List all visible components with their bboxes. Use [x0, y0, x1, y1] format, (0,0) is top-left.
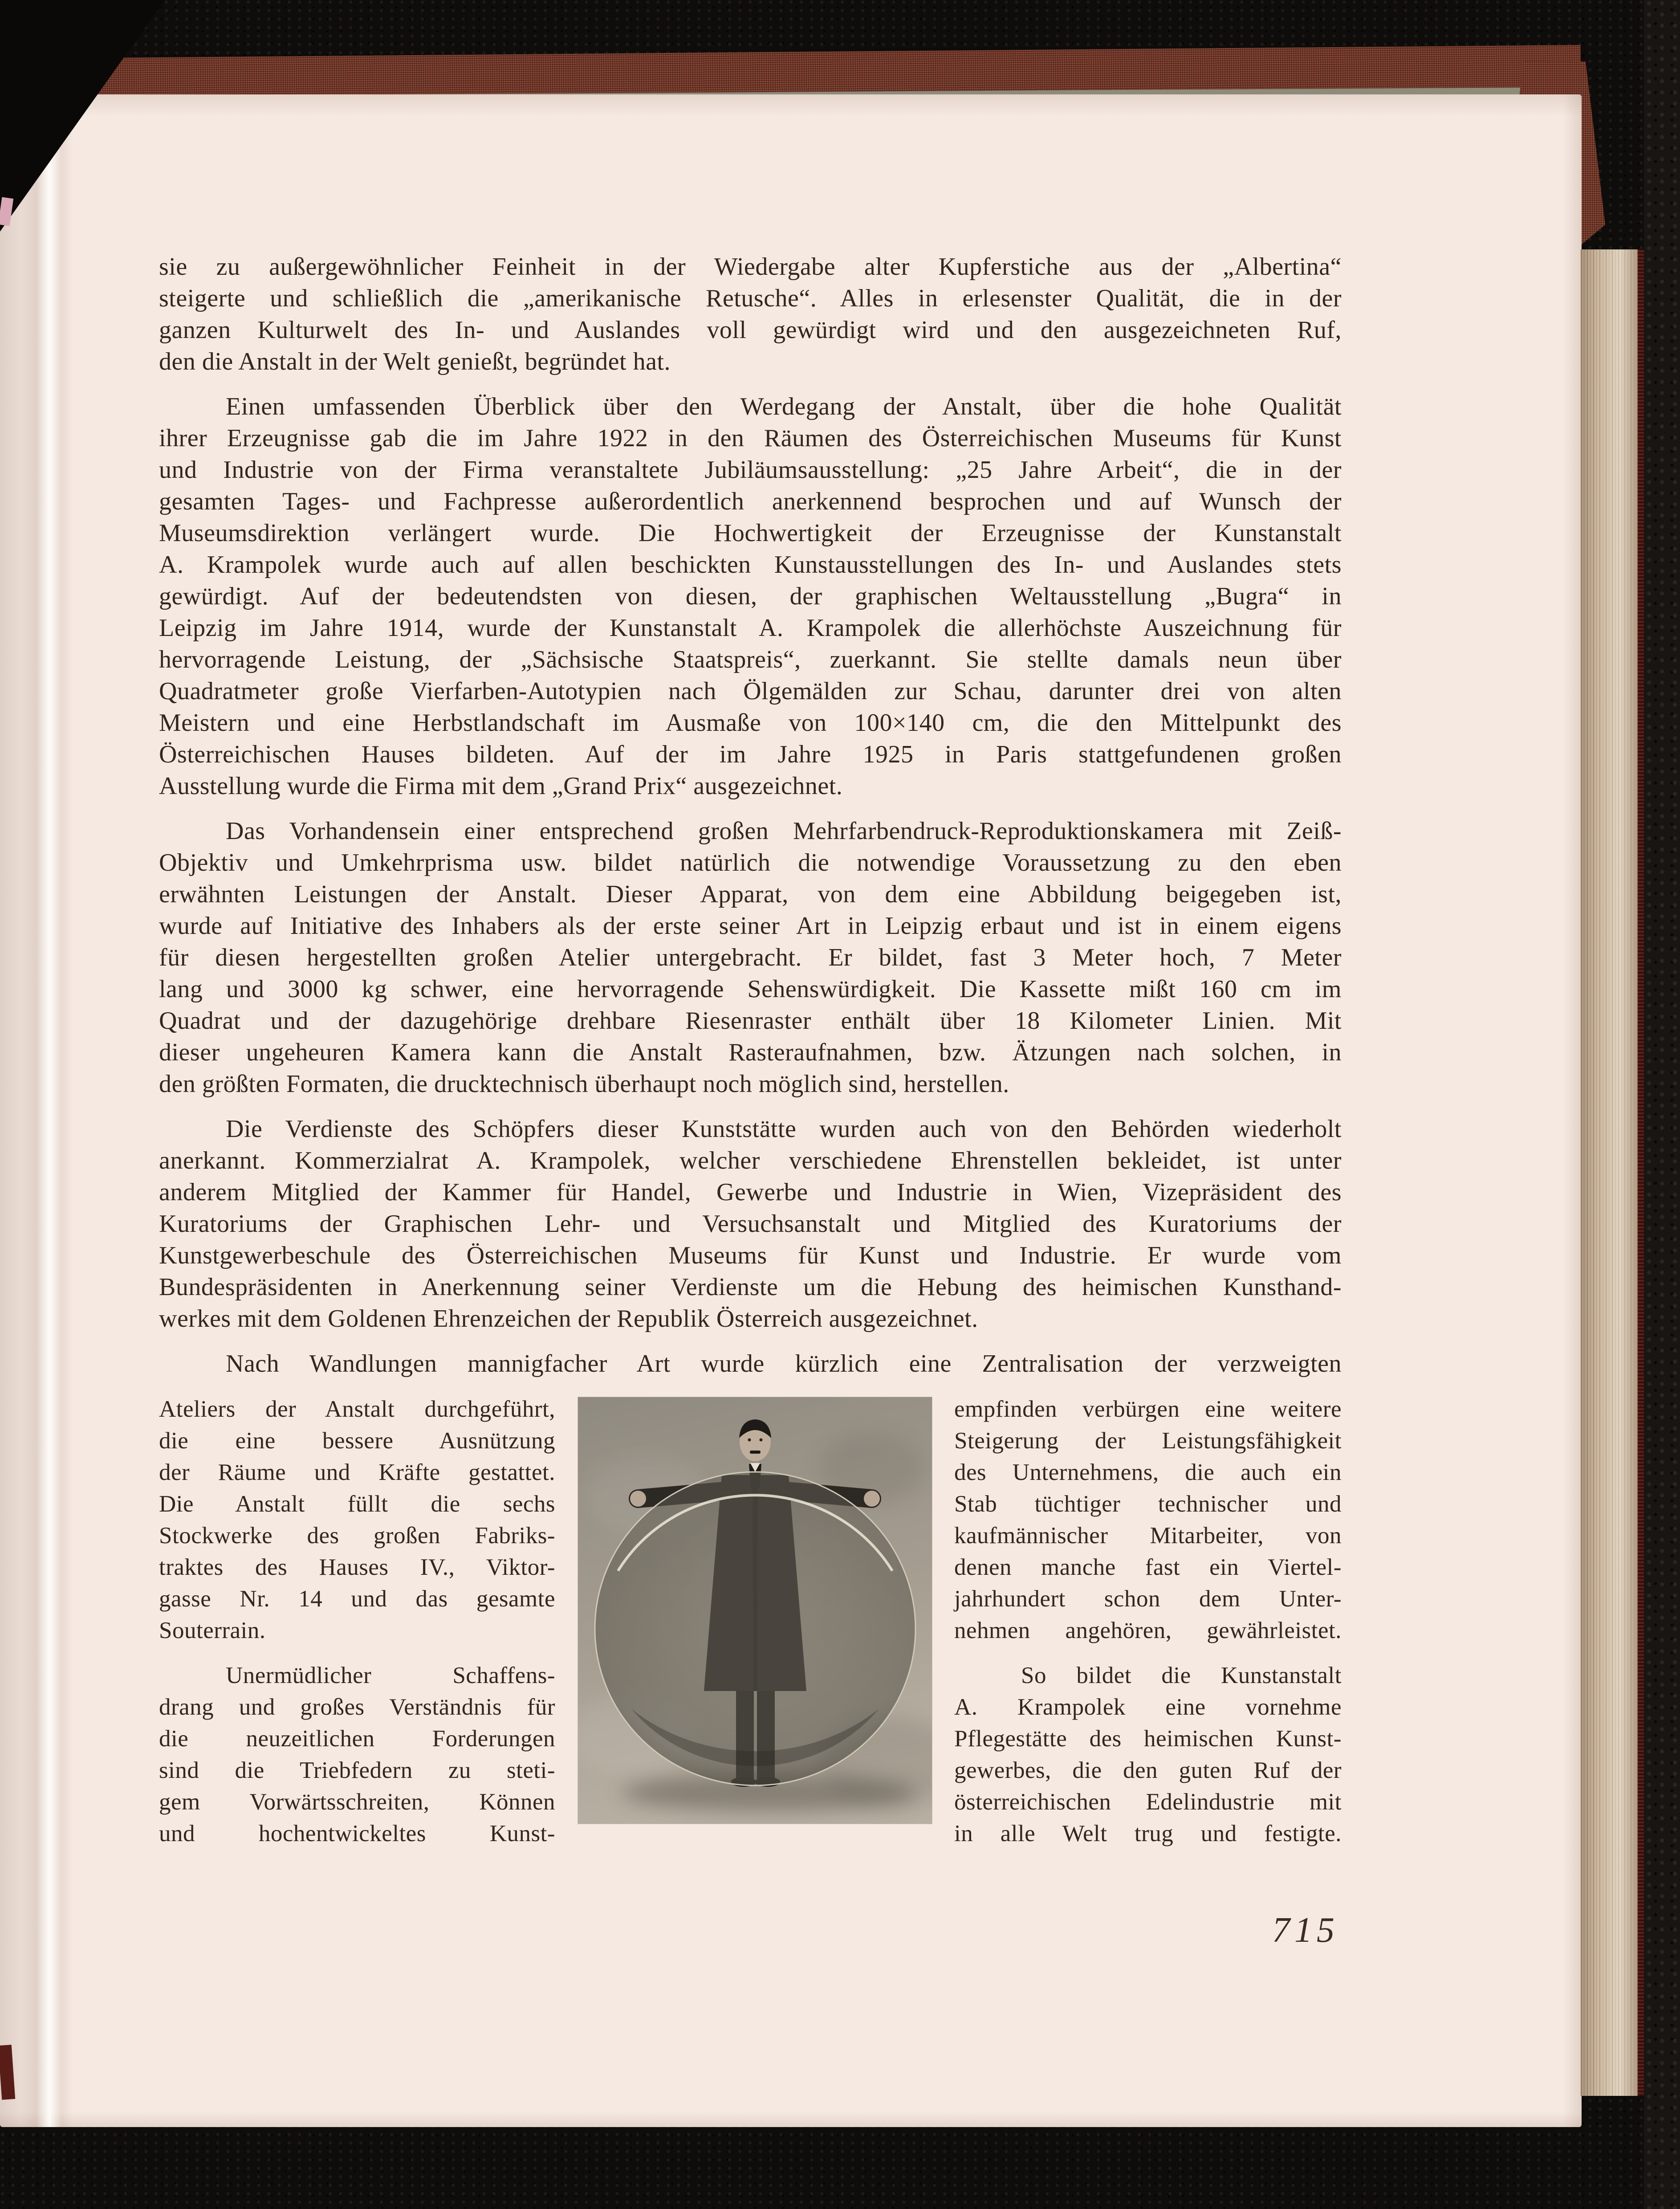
text-line: gasse Nr. 14 und das gesamte: [159, 1586, 555, 1612]
paragraph: [954, 1394, 1342, 1647]
text-line: erwähnten Leistungen der Anstalt. Dieser Apparat, von dem eine Abbildung beigegeben ist,: [159, 880, 1342, 908]
text-line: Die Verdienste des Schöpfers dieser Kunststätte wurden auch von den Behörden wiederholt: [226, 1115, 1342, 1143]
text-line: österreichischen Edelindustrie mit: [954, 1789, 1342, 1815]
text-line: drang und großes Verständnis für: [159, 1694, 555, 1720]
text-line: wurde auf Initiative des Inhabers als der erste seiner Art in Leipzig erbaut und ist in einem eigens: [159, 912, 1342, 940]
leather-cover-edge: [1644, 0, 1680, 2209]
text-line: werkes mit dem Goldenen Ehrenzeichen der Republik Österreich ausgezeichnet.: [159, 1305, 978, 1333]
text-line: in alle Welt trug und festigte.: [954, 1821, 1342, 1846]
text-line: A. Krampolek wurde auch auf allen beschickten Kunstausstellungen des In- und Auslandes stets: [159, 551, 1342, 579]
text-line: gesamten Tages- und Fachpresse außerordentlich anerkennend besprochen und auf Wunsch der: [159, 488, 1342, 515]
text-line: Kuratoriums der Graphischen Lehr- und Versuchsanstalt und Mitglied des Kuratoriums der: [159, 1210, 1342, 1238]
text-line: gewürdigt. Auf der bedeutendsten von diesen, der graphischen Weltausstellung „Bugra“ in: [159, 583, 1342, 610]
text-line: nehmen angehören, gewährleistet.: [954, 1618, 1342, 1643]
text-line: So bildet die Kunstanstalt: [1021, 1663, 1342, 1688]
cover-piping: [1638, 249, 1644, 2096]
text-line: die eine bessere Ausnützung: [159, 1428, 555, 1454]
text-line: den die Anstalt in der Welt genießt, begründet hat.: [159, 348, 671, 375]
page-number: 715: [1272, 1911, 1339, 1950]
paragraph: [159, 1113, 1342, 1335]
text-line: denen manche fast ein Viertel-: [954, 1554, 1342, 1580]
text-line: jahrhundert schon dem Unter-: [954, 1586, 1342, 1612]
text-line: und hochentwickeltes Kunst-: [159, 1821, 555, 1846]
text-line: Meistern und eine Herbstlandschaft im Ausmaße von 100×140 cm, die den Mittelpunkt des: [159, 709, 1342, 737]
text-line: Einen umfassenden Überblick über den Werdegang der Anstalt, über die hohe Qualität: [226, 393, 1342, 420]
text-line: Bundespräsidenten in Anerkennung seiner Verdienste um die Hebung des heimischen Kunsthand-: [159, 1273, 1342, 1301]
right-column: [954, 1394, 1342, 1850]
text-line: Quadrat und der dazugehörige drehbare Riesenraster enthält über 18 Kilometer Linien. Mit: [159, 1007, 1342, 1035]
body-paragraphs: [159, 251, 1342, 1380]
text-line: sind die Triebfedern zu steti-: [159, 1757, 555, 1783]
book-page: [0, 94, 1582, 2127]
page-text: [159, 251, 1342, 1951]
text-line: ihrer Erzeugnisse gab die im Jahre 1922 in den Räumen des Österreichischen Museums für Kunst: [159, 424, 1342, 452]
text-line: Steigerung der Leistungsfähigkeit: [954, 1428, 1342, 1454]
text-line: dieser ungeheuren Kamera kann die Anstalt Rasteraufnahmen, bzw. Ätzungen nach solchen, in: [159, 1039, 1342, 1066]
text-line: Die Anstalt füllt die sechs: [159, 1491, 555, 1517]
text-line: Museumsdirektion verlängert wurde. Die Hochwertigkeit der Erzeugnisse der Kunstanstalt: [159, 519, 1342, 547]
raster-glass-disc: [595, 1472, 915, 1785]
text-line: Pflegestätte des heimischen Kunst-: [954, 1726, 1342, 1752]
text-line: Ateliers der Anstalt durchgeführt,: [159, 1396, 555, 1422]
text-line: Quadratmeter große Vierfarben-Autotypien nach Ölgemälden zur Schau, darunter drei von alten: [159, 677, 1342, 705]
left-hand: [630, 1491, 646, 1507]
paragraph: [159, 815, 1342, 1100]
text-line: Nach Wandlungen mannigfacher Art wurde kürzlich eine Zentralisation der verzweigten: [226, 1350, 1342, 1378]
text-line: Leipzig im Jahre 1914, wurde der Kunstanstalt A. Krampolek die allerhöchste Auszeichnung für: [159, 614, 1342, 642]
text-line: lang und 3000 kg schwer, eine hervorragende Sehenswürdigkeit. Die Kassette mißt 160 cm im: [159, 975, 1342, 1003]
text-line: Stockwerke des großen Fabriks-: [159, 1523, 555, 1549]
text-line: Das Vorhandensein einer entsprechend großen Mehrfarbendruck-Reproduktionskamera mit Zeiß-: [226, 817, 1342, 845]
text-line: Ausstellung wurde die Firma mit dem „Grand Prix“ ausgezeichnet.: [159, 772, 843, 800]
page-fore-edge-stack: [1581, 249, 1639, 2096]
paragraph: [159, 251, 1342, 378]
text-line: A. Krampolek eine vornehme: [954, 1694, 1342, 1720]
text-line: gem Vorwärtsschreiten, Können: [159, 1789, 555, 1815]
columns-with-figure: [159, 1394, 1342, 1850]
paragraph: [159, 1348, 1342, 1380]
text-line: empfinden verbürgen eine weitere: [954, 1396, 1342, 1422]
text-line: anderem Mitglied der Kammer für Handel, Gewerbe und Industrie in Wien, Vizepräsident des: [159, 1178, 1342, 1206]
text-line: steigerte und schließlich die „amerikanische Retusche“. Alles in erlesenster Qualität, die in der: [159, 285, 1342, 312]
mustache: [750, 1451, 761, 1454]
text-line: und Industrie von der Firma veranstaltete Jubiläumsausstellung: „25 Jahre Arbeit“, die in der: [159, 456, 1342, 484]
text-line: kaufmännischer Mitarbeiter, von: [954, 1523, 1342, 1549]
text-line: für diesen hergestellten großen Atelier untergebracht. Er bildet, fast 3 Meter hoch, 7 Meter: [159, 944, 1342, 971]
right-hand: [864, 1491, 880, 1507]
paragraph: [159, 1660, 555, 1850]
text-line: die neuzeitlichen Forderungen: [159, 1726, 555, 1752]
text-line: ganzen Kulturwelt des In- und Auslandes voll gewürdigt wird und den ausgezeichneten Ruf,: [159, 316, 1342, 344]
text-line: Souterrain.: [159, 1618, 266, 1643]
text-line: Stab tüchtiger technischer und: [954, 1491, 1342, 1517]
text-line: traktes des Hauses IV., Viktor-: [159, 1554, 555, 1580]
text-line: Österreichischen Hauses bildeten. Auf der im Jahre 1925 in Paris stattgefundenen großen: [159, 741, 1342, 768]
paragraph: [954, 1660, 1342, 1850]
text-line: anerkannt. Kommerzialrat A. Krampolek, welcher verschiedene Ehrenstellen bekleidet, ist unter: [159, 1147, 1342, 1174]
paragraph: [159, 1394, 555, 1647]
text-line: Objektiv und Umkehrprisma usw. bildet natürlich die notwendige Voraussetzung zu den eben: [159, 849, 1342, 876]
text-line: Unermüdlicher Schaffens-: [226, 1663, 555, 1688]
figure-photo: [578, 1397, 932, 1824]
man-with-raster-disc-illustration: [578, 1397, 932, 1824]
text-line: sie zu außergewöhnlicher Feinheit in der Wiedergabe alter Kupferstiche aus der „Albertina“: [159, 253, 1342, 281]
left-column: [159, 1394, 555, 1850]
text-line: Kunstgewerbeschule des Österreichischen Museums für Kunst und Industrie. Er wurde vom: [159, 1242, 1342, 1269]
text-line: der Räume und Kräfte gestattet.: [159, 1459, 555, 1485]
text-line: den größten Formaten, die drucktechnisch überhaupt noch möglich sind, herstellen.: [159, 1070, 1009, 1098]
text-line: gewerbes, die den guten Ruf der: [954, 1757, 1342, 1783]
text-line: hervorragende Leistung, der „Sächsische Staatspreis“, zuerkannt. Sie stellte damals neun über: [159, 646, 1342, 673]
paragraph: [159, 391, 1342, 802]
text-line: des Unternehmens, die auch ein: [954, 1459, 1342, 1485]
